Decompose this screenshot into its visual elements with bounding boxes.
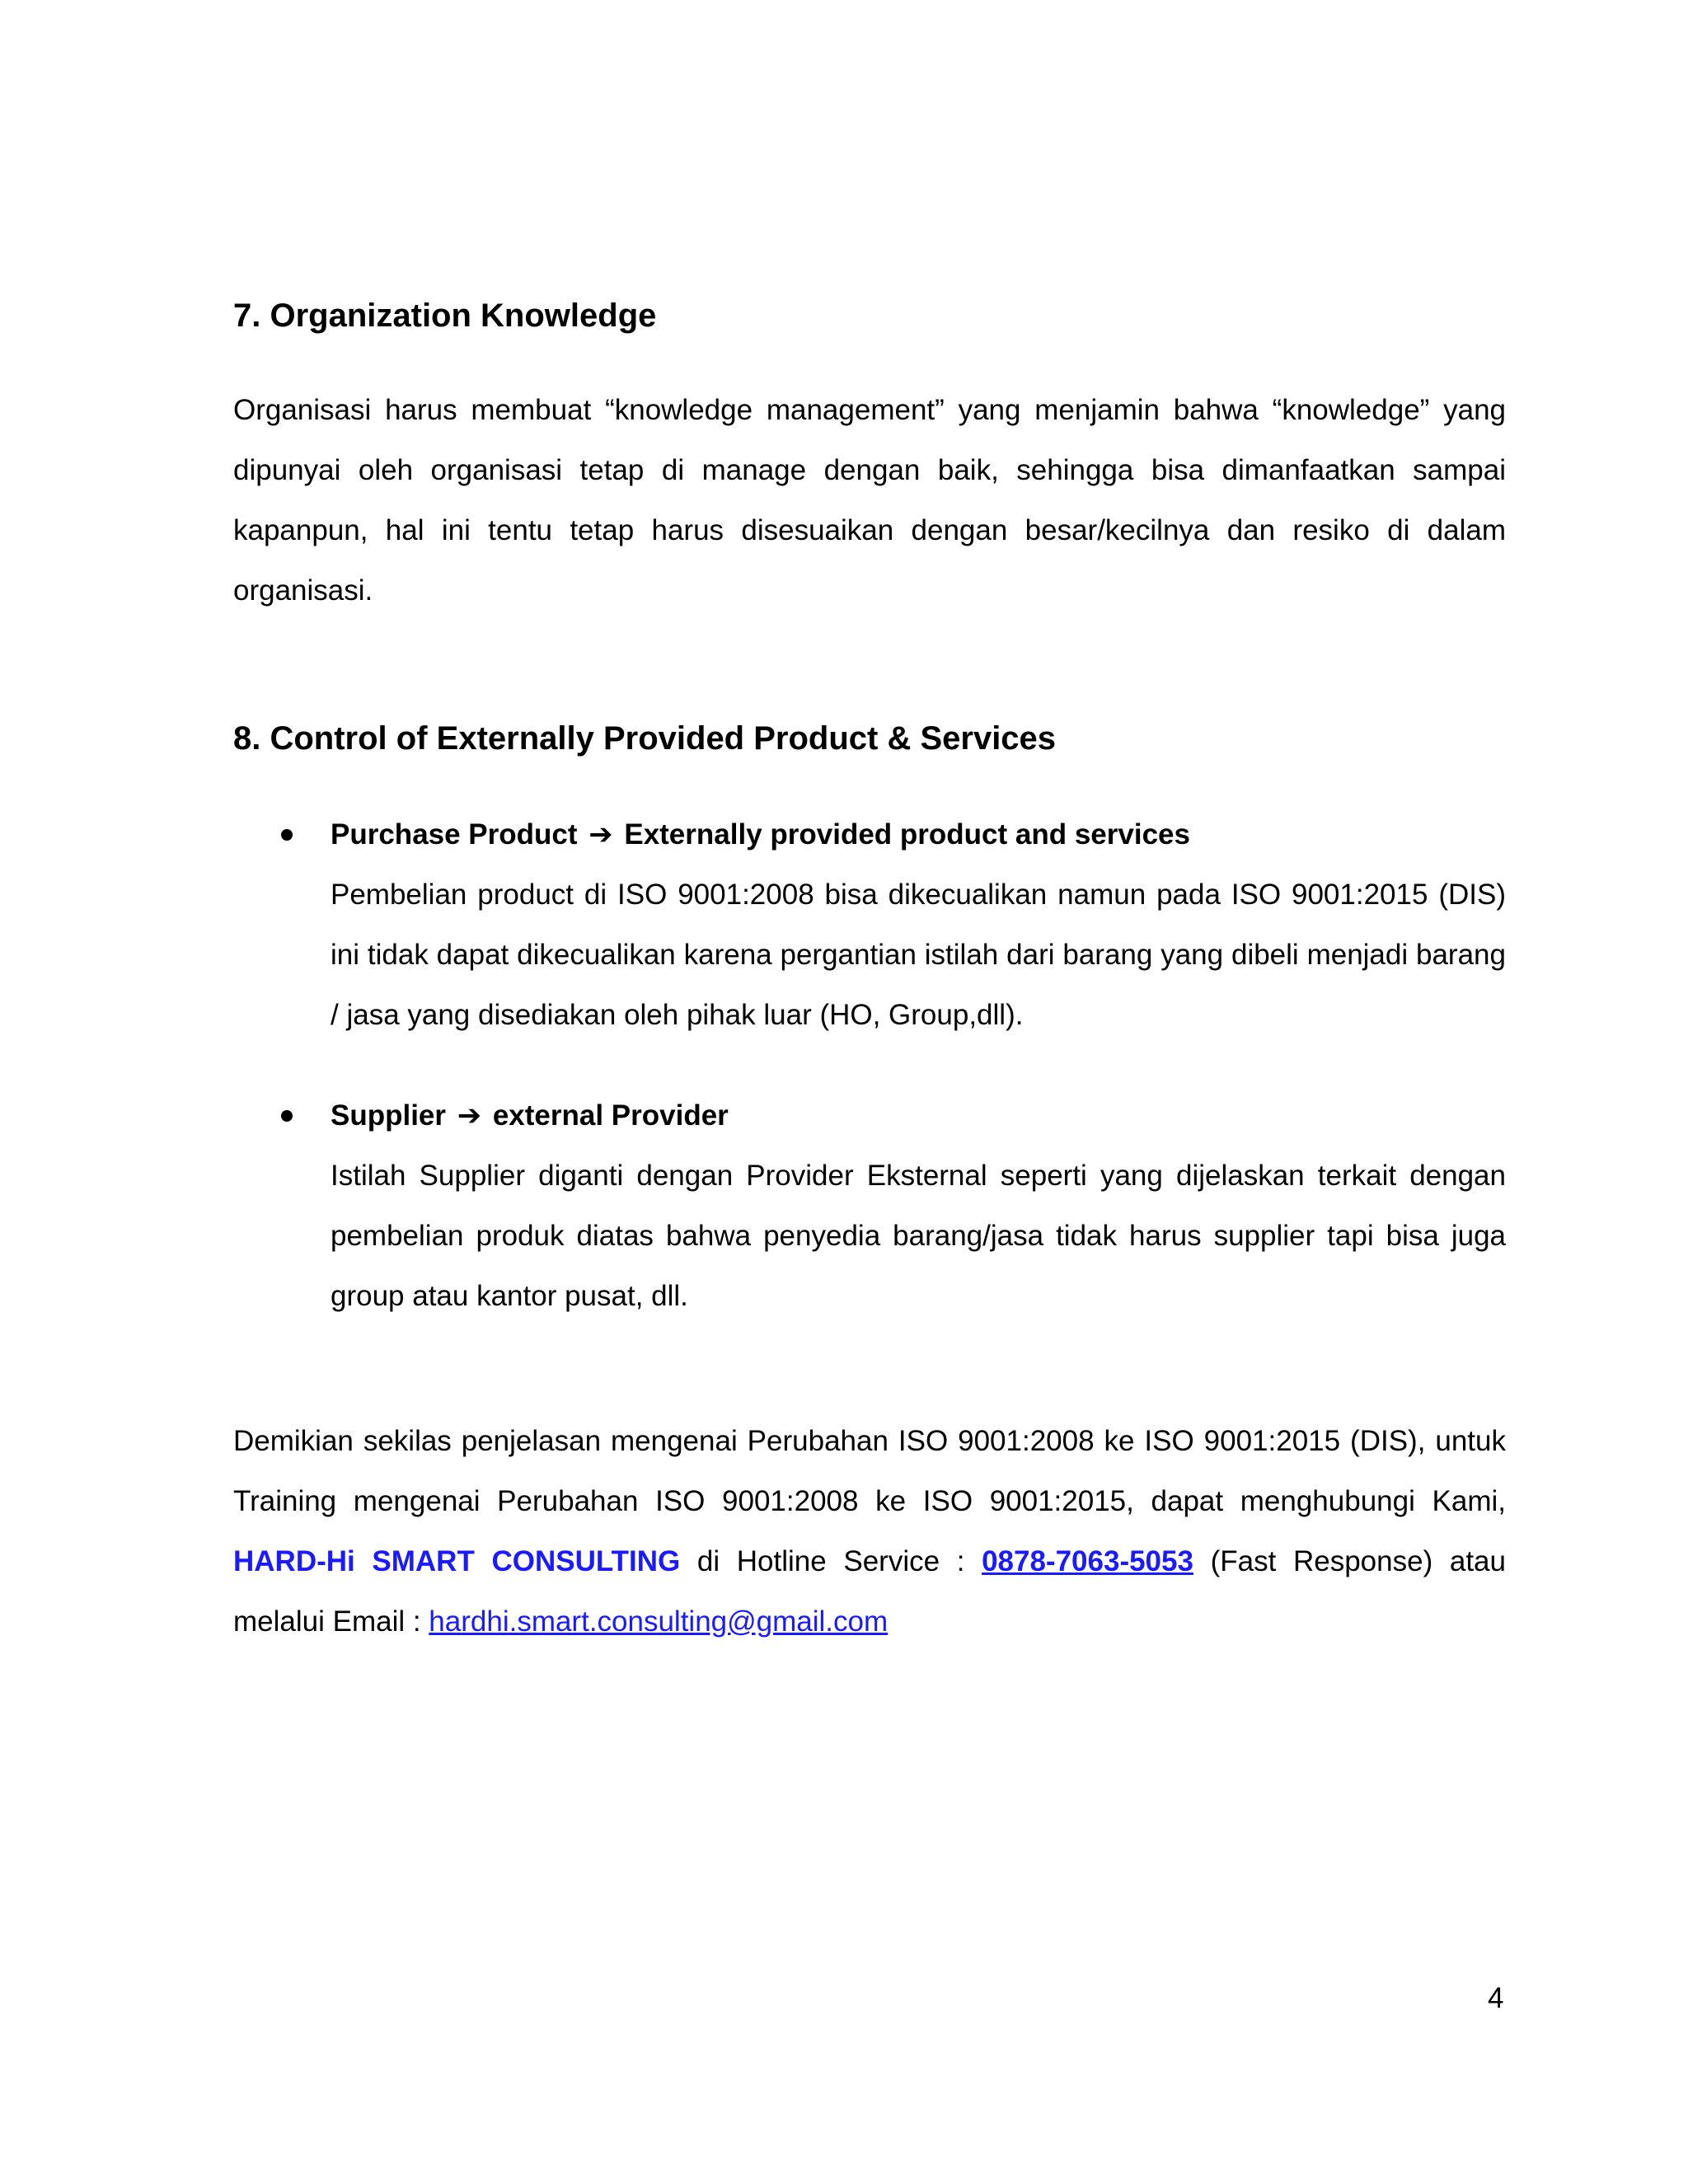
section-8-heading: 8. Control of Externally Provided Product & Services	[233, 720, 1057, 757]
company-name: HARD-Hi SMART CONSULTING	[233, 1545, 681, 1577]
bullet-text: Pembelian product di ISO 9001:2008 bisa dikecualikan namun pada ISO 9001:2015 (DIS) ini tidak dapat dikecualikan karena pergantian istilah dari barang yang dibeli menjadi barang / jasa yang disediakan oleh pihak luar (HO, Group,dll).	[331, 879, 1506, 1031]
section-7-paragraph: Organisasi harus membuat “knowledge management” yang menjamin bahwa “knowledge” yang dipunyai oleh organisasi tetap di manage dengan baik, sehingga bisa dimanfaatkan sampai kapanpun, hal ini tentu tetap harus disesuaikan dengan besar/kecilnya dan resiko di dalam organisasi.	[233, 394, 1506, 607]
arrow-right-icon: ➔	[588, 818, 613, 851]
bullet-dot-icon	[281, 1110, 293, 1122]
hotline-phone-link[interactable]: 0878-7063-5053	[982, 1545, 1193, 1577]
closing-paragraph	[233, 1411, 1506, 1652]
page-number: 4	[1488, 1982, 1504, 2014]
bullet-title	[331, 804, 1190, 865]
bullet-title-right: Externally provided product and services	[624, 818, 1190, 851]
closing-text-after-phone: (Fast Response) atau melalui Email :	[233, 1545, 1506, 1638]
bullet-title-left: Purchase Product	[331, 818, 578, 851]
bullet-text: Istilah Supplier diganti dengan Provider Eksternal seperti yang dijelaskan terkait dengan pembelian produk diatas bahwa penyedia barang/jasa tidak harus supplier tapi bisa juga group atau kantor pusat, dll.	[331, 1160, 1506, 1312]
bullet-dot-icon	[281, 829, 293, 841]
arrow-right-icon: ➔	[457, 1099, 482, 1132]
bullet-title-right: external Provider	[492, 1099, 729, 1132]
email-link[interactable]: hardhi.smart.consulting@gmail.com	[429, 1605, 889, 1638]
bullet-title	[331, 1085, 729, 1146]
section-7-heading: 7. Organization Knowledge	[233, 298, 657, 334]
bullet-title-left: Supplier	[331, 1099, 447, 1132]
closing-text-mid: di Hotline Service :	[680, 1545, 982, 1577]
closing-text-start: Demikian sekilas penjelasan mengenai Perubahan ISO 9001:2008 ke ISO 9001:2015 (DIS), untuk Training mengenai Perubahan ISO 9001:2008 ke ISO 9001:2015, dapat menghubungi Kami,	[233, 1425, 1506, 1517]
